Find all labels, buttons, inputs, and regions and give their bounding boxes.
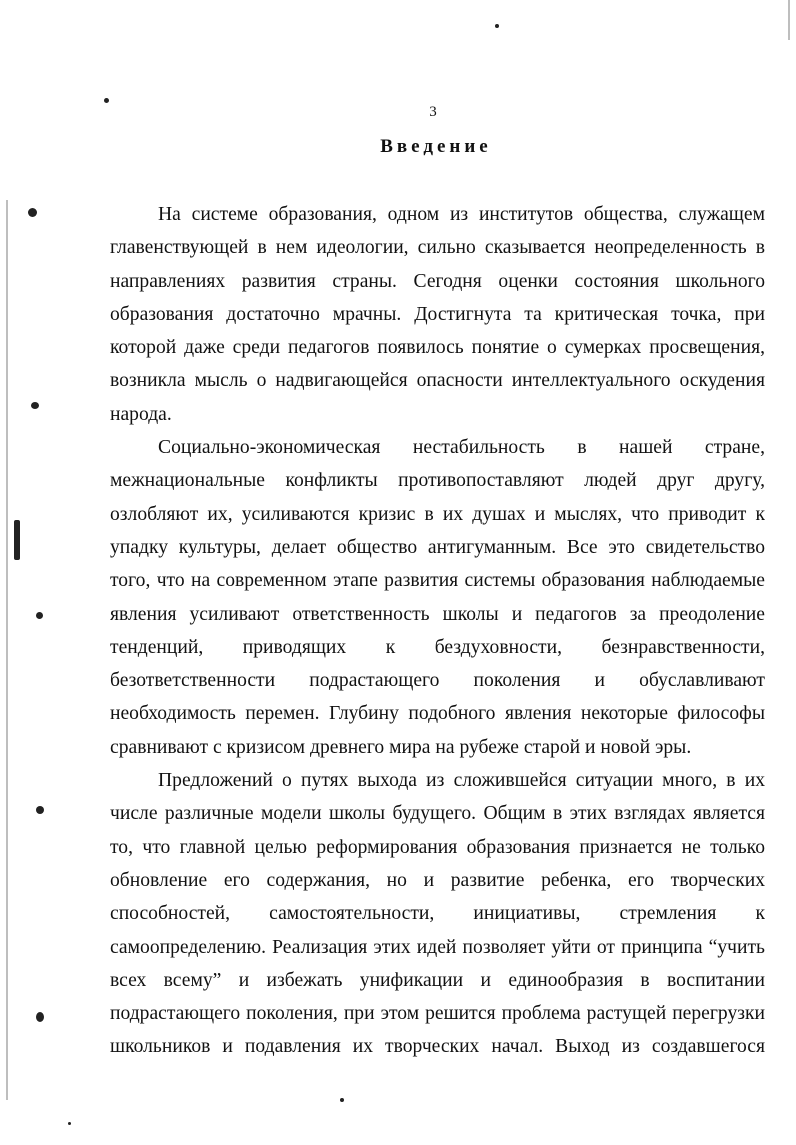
paragraph-1 xyxy=(110,198,765,431)
text-line: тенденций, приводящих к бездуховности, безнравственности, xyxy=(110,636,765,658)
page-number: 3 xyxy=(429,104,437,120)
text-line: На системе образования, одном из институтов общества, служащем xyxy=(158,204,765,225)
scan-speck xyxy=(14,520,20,560)
text-line: Социально-экономическая нестабильность в нашей стране, xyxy=(158,437,765,459)
scan-speck xyxy=(31,402,39,409)
scan-edge-right xyxy=(788,0,790,40)
text-line: явления усиливают ответственность школы и педагогов за преодоление xyxy=(110,603,765,625)
text-line: обновление его содержания, но и развитие ребенка, его творческих xyxy=(110,869,765,891)
text-line: безответственности подрастающего поколения и обуславливают xyxy=(110,670,765,692)
text-line: озлобляют их, усиливаются кризис в их душах и мыслях, что приводит к xyxy=(110,503,765,525)
text-line: народа. xyxy=(110,403,172,425)
text-line: всех всему” и избежать унификации и единообразия в воспитании xyxy=(110,969,765,991)
text-line: образования достаточно мрачны. Достигнута та критическая точка, при xyxy=(110,303,765,325)
document-body xyxy=(110,198,765,1064)
paragraph-2 xyxy=(110,431,765,764)
text-line: школьников и подавления их творческих начал. Выход из создавшегося xyxy=(110,1036,765,1058)
text-line: Предложений о путях выхода из сложившейся ситуации много, в их xyxy=(158,770,765,792)
page-title: Введение xyxy=(380,136,492,157)
text-line: возникла мысль о надвигающейся опасности интеллектуального оскудения xyxy=(110,370,765,392)
text-line: межнациональные конфликты противопоставляют людей друг другу, xyxy=(110,470,765,492)
text-line: сравнивают с кризисом древнего мира на рубеже старой и новой эры. xyxy=(110,736,692,758)
text-line: необходимость перемен. Глубину подобного явления некоторые философы xyxy=(110,703,765,725)
text-line: самоопределению. Реализация этих идей позволяет уйти от принципа “учить xyxy=(110,936,765,958)
text-line: того, что на современном этапе развития системы образования наблюдаемые xyxy=(110,570,765,592)
scan-speck xyxy=(104,98,109,103)
scan-speck xyxy=(28,208,37,217)
text-line: упадку культуры, делает общество антигуманным. Все это свидетельство xyxy=(110,536,765,558)
scan-speck xyxy=(36,612,43,619)
text-line: числе различные модели школы будущего. Общим в этих взглядах является xyxy=(110,803,765,825)
text-line: которой даже среди педагогов появилось понятие о сумерках просвещения, xyxy=(110,337,765,359)
text-line: главенствующей в нем идеологии, сильно сказывается неопределенность в xyxy=(110,237,765,259)
text-line: то, что главной целью реформирования образования признается не только xyxy=(110,836,765,858)
scan-speck xyxy=(68,1122,71,1125)
text-line: способностей, самостоятельности, инициативы, стремления к xyxy=(110,903,765,925)
scan-edge-left xyxy=(6,200,8,1100)
paragraph-3 xyxy=(110,764,765,1064)
text-line: подрастающего поколения, при этом решится проблема растущей перегрузки xyxy=(110,1003,765,1025)
scan-speck xyxy=(36,806,44,814)
scan-speck xyxy=(36,1012,44,1022)
scan-speck xyxy=(340,1098,344,1102)
text-line: направлениях развития страны. Сегодня оценки состояния школьного xyxy=(110,270,765,292)
scan-speck xyxy=(495,24,499,28)
